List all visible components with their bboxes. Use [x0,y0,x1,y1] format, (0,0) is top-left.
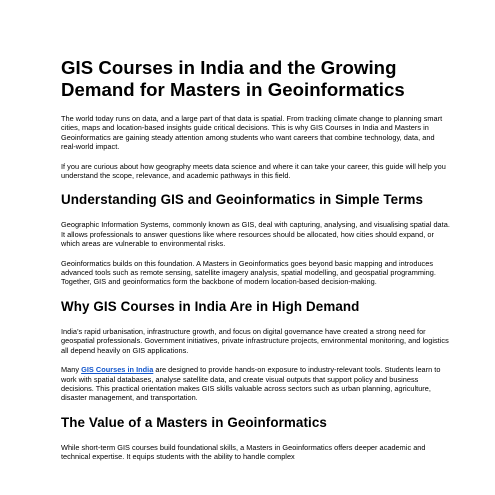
section2-paragraph-2-suffix: are designed to provide hands-on exposure to industry-relevant tools. Students learn to work with spatial databases, analyse satellite data, and create visual outputs that support policy and business decisions. This practical orientation makes GIS skills valuable across sectors such as urban planning, agriculture, disaster management, and transportation. [61,365,441,403]
section1-paragraph-1: Geographic Information Systems, commonly known as GIS, deal with capturing, analysing, and visualising spatial data. It allows professionals to answer questions like where resources should be allocated, how cities should expand, or which areas are vulnerable to environmental risks. [61,220,450,249]
document-title: GIS Courses in India and the Growing Demand for Masters in Geoinformatics [61,57,405,100]
section-heading-demand: Why GIS Courses in India Are in High Demand [61,298,360,314]
intro-paragraph-2: If you are curious about how geography meets data science and where it can take your career, this guide will help you understand the scope, relevance, and academic pathways in this field. [61,161,446,181]
intro-paragraph-1: The world today runs on data, and a large part of that data is spatial. From tracking climate change to planning smart cities, maps and location-based insights guide critical decisions. This is why GIS Courses in India and Masters in Geoinformatics are gaining steady attention among students who want careers that combine technology, data, and real-world impact. [61,114,443,152]
section1-paragraph-2: Geoinformatics builds on this foundation. A Masters in Geoinformatics goes beyond basic mapping and introduces advanced tools such as remote sensing, satellite imagery analysis, spatial modelling, and geospatial programming. Together, GIS and geoinformatics form the backbone of modern location-based decision-making. [61,258,436,287]
section3-paragraph: While short-term GIS courses build foundational skills, a Masters in Geoinformatics offers deeper academic and technical expertise. It equips students with the ability to handle complex [61,442,426,462]
section2-paragraph-2 [61,365,450,403]
gis-courses-link[interactable]: GIS Courses in India [81,365,154,375]
section-heading-value: The Value of a Masters in Geoinformatics [61,414,327,430]
section2-paragraph-1: India’s rapid urbanisation, infrastructure growth, and focus on digital governance have created a strong need for geospatial professionals. Government initiatives, private infrastructure projects, environmental monitoring, and logistics all depend heavily on GIS applications. [61,326,449,355]
section-heading-understanding: Understanding GIS and Geoinformatics in Simple Terms [61,192,424,208]
section2-paragraph-2-prefix: Many [61,365,82,375]
